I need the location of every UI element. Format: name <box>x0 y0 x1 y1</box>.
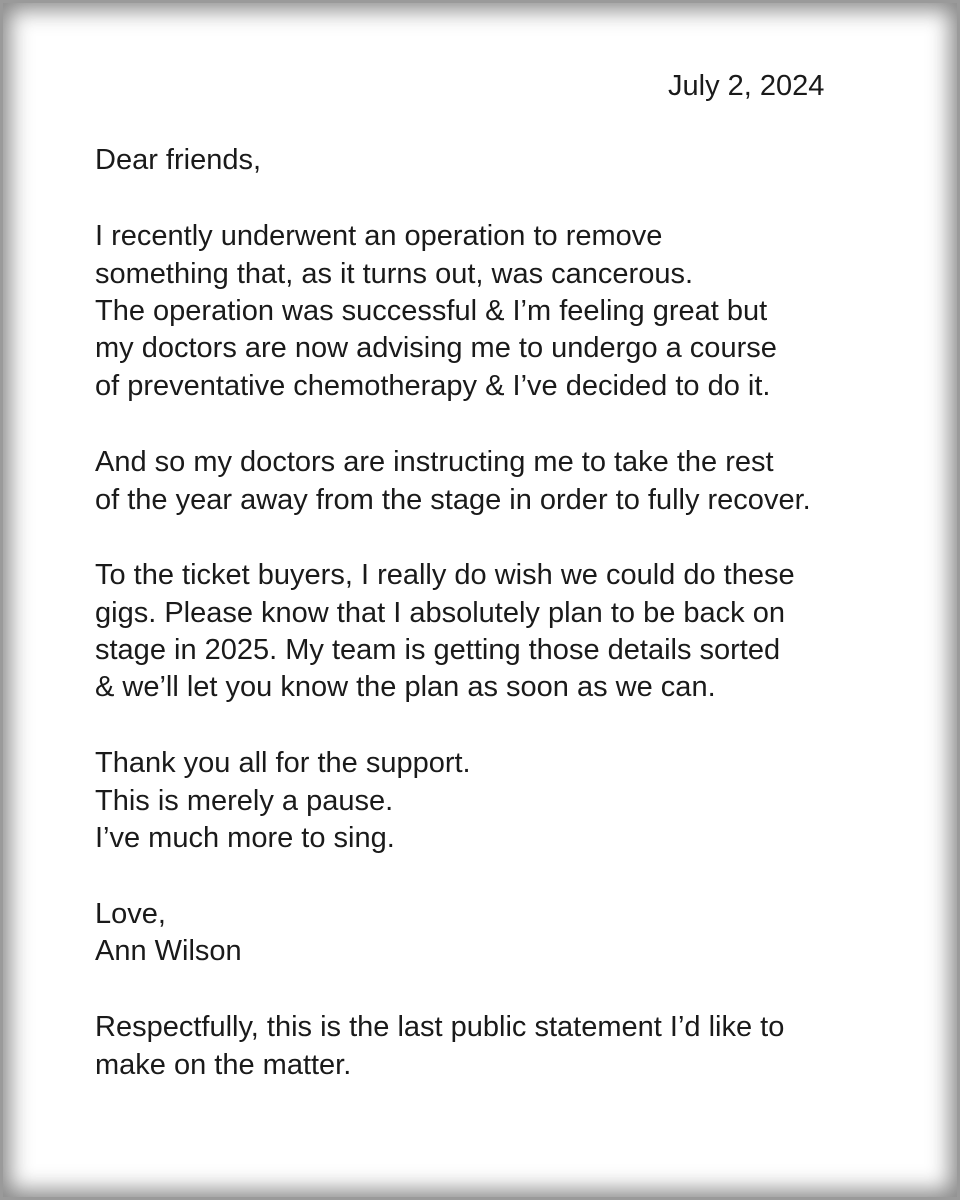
postscript-line-2: make on the matter. <box>95 1049 352 1081</box>
paragraph-1-line-2: something that, as it turns out, was cancerous. <box>95 258 694 290</box>
letter-date: July 2, 2024 <box>668 70 825 102</box>
paragraph-1-line-5: of preventative chemotherapy & I’ve decided to do it. <box>95 370 771 402</box>
paragraph-3-line-2: gigs. Please know that I absolutely plan to be back on <box>95 597 785 629</box>
closing: Love, <box>95 898 166 930</box>
paragraph-1-line-4: my doctors are now advising me to undergo a course <box>95 332 777 364</box>
paragraph-2-line-1: And so my doctors are instructing me to take the rest <box>95 446 774 478</box>
paragraph-3-line-3: stage in 2025. My team is getting those details sorted <box>95 634 781 666</box>
paragraph-3-line-1: To the ticket buyers, I really do wish we could do these <box>95 559 795 591</box>
paragraph-3-line-4: & we’ll let you know the plan as soon as we can. <box>95 671 716 703</box>
salutation: Dear friends, <box>95 144 262 176</box>
paragraph-2-line-2: of the year away from the stage in order to fully recover. <box>95 484 811 516</box>
paragraph-1-line-1: I recently underwent an operation to remove <box>95 220 663 252</box>
paragraph-4-line-2: This is merely a pause. <box>95 785 394 817</box>
signature: Ann Wilson <box>95 935 242 967</box>
paragraph-4-line-1: Thank you all for the support. <box>95 747 471 779</box>
postscript-line-1: Respectfully, this is the last public statement I’d like to <box>95 1011 785 1043</box>
paragraph-1-line-3: The operation was successful & I’m feeling great but <box>95 295 768 327</box>
paragraph-4-line-3: I’ve much more to sing. <box>95 822 395 854</box>
